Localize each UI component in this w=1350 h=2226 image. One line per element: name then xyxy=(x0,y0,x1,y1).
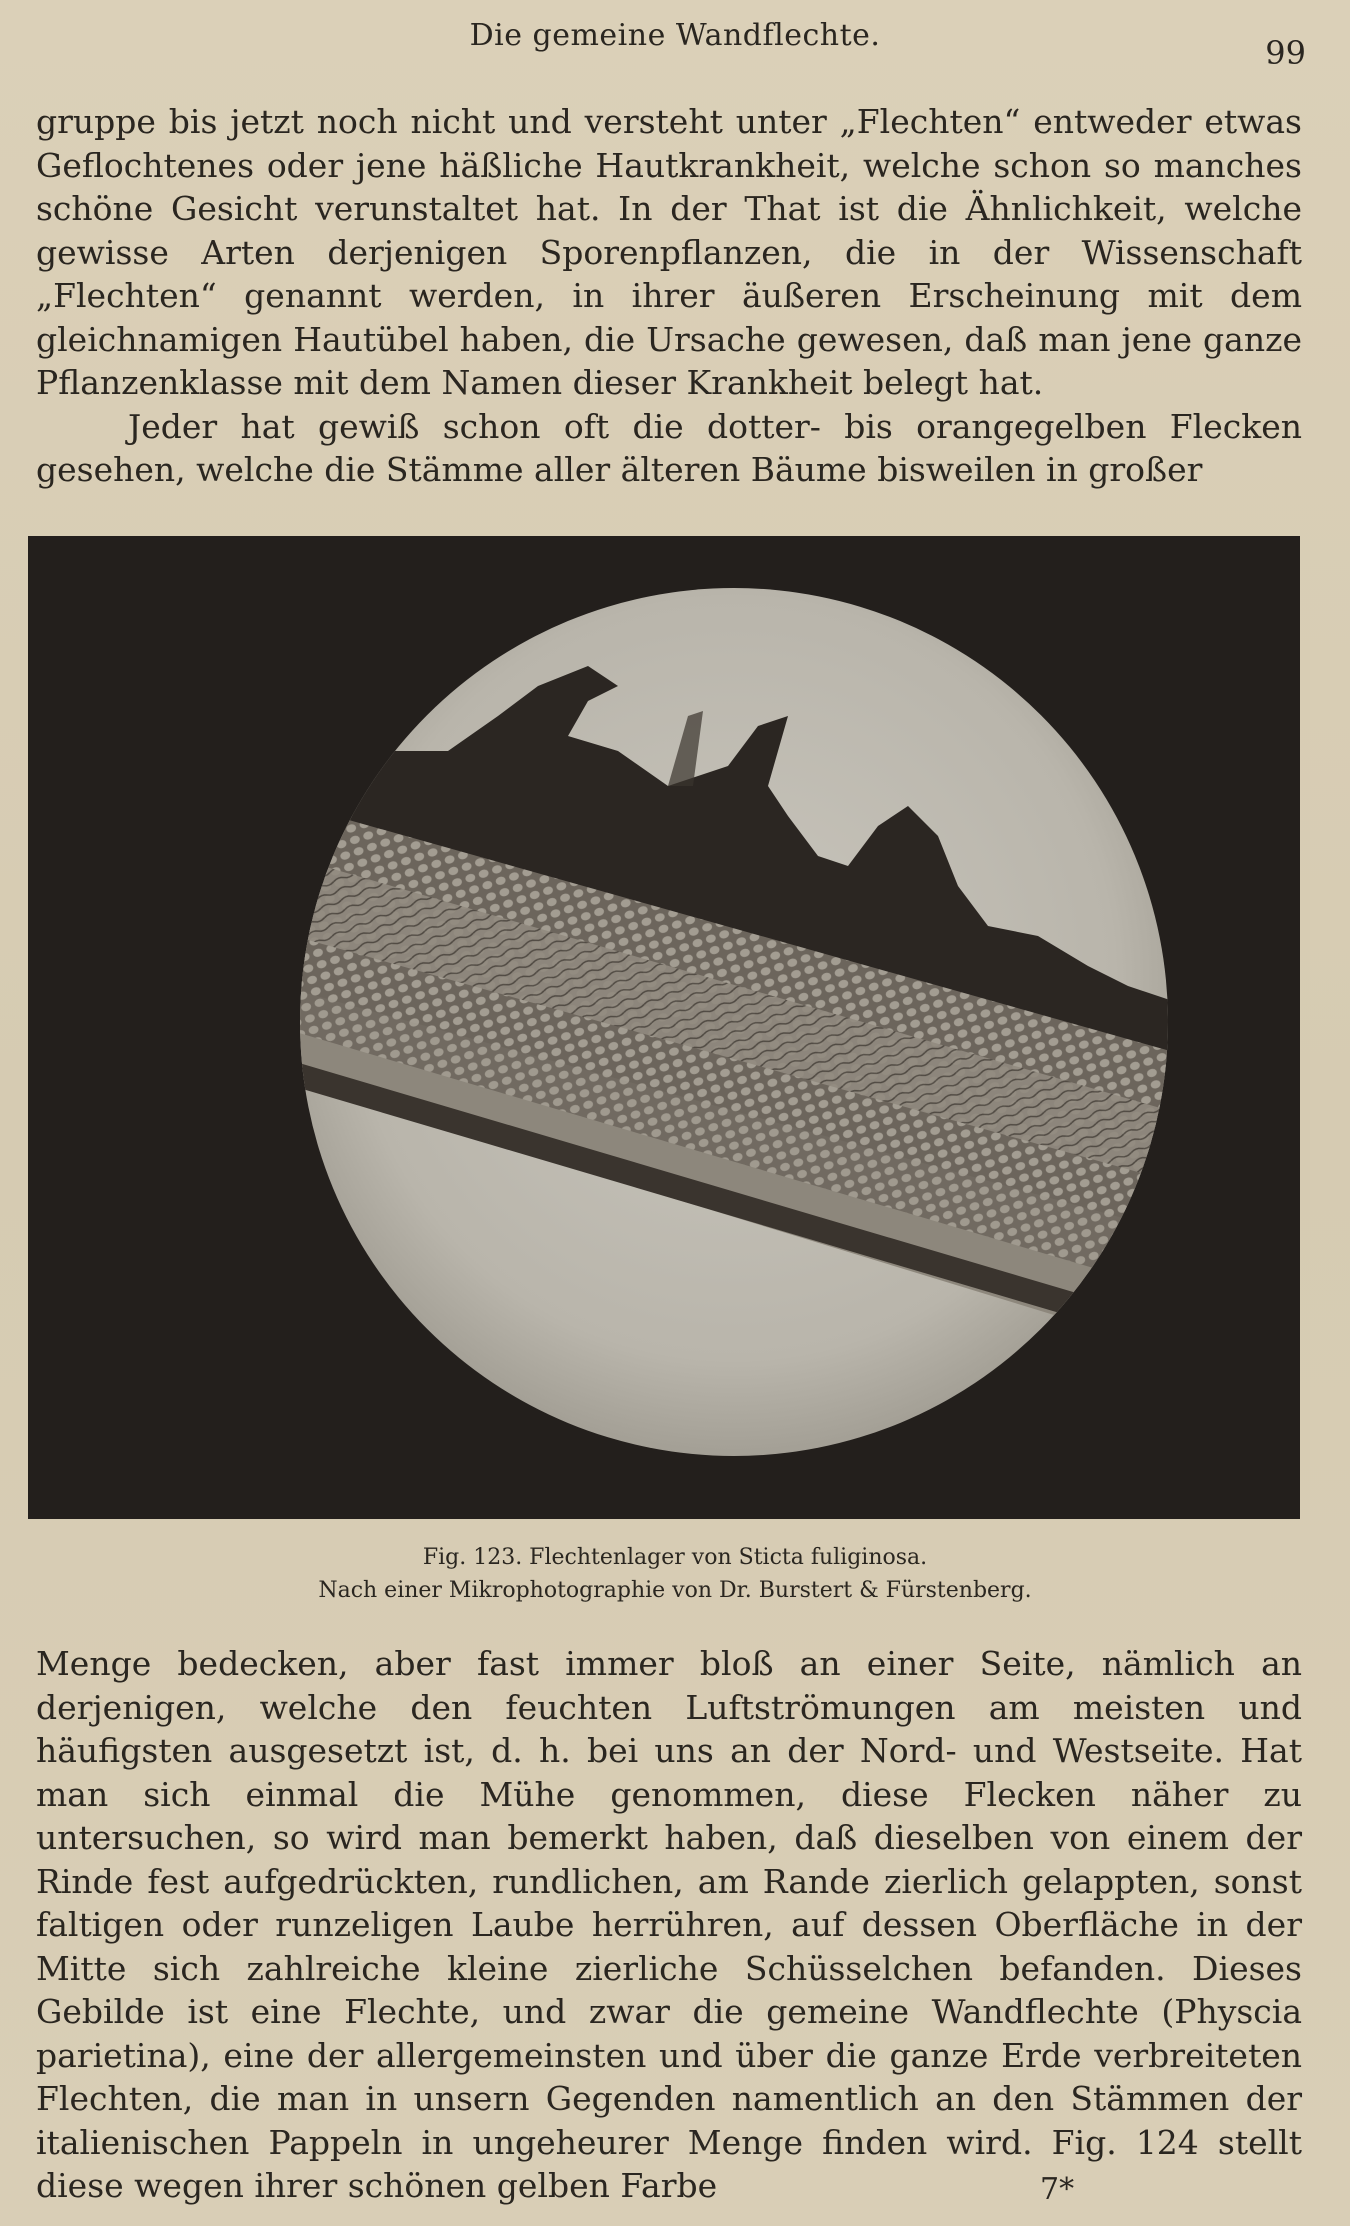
figure-caption-credit: Nach einer Mikrophotographie von Dr. Burstert & Fürstenberg. xyxy=(318,1578,1032,1603)
micrograph-image xyxy=(28,536,1300,1519)
signature-mark: 7* xyxy=(1040,2172,1075,2207)
paragraph: Jeder hat gewiß schon oft die dotter- bis orangegelben Flecken gesehen, welche die Stämme aller älteren Bäume bisweilen in großer xyxy=(36,406,1302,489)
micrograph-figure xyxy=(28,536,1300,1519)
paragraph: gruppe bis jetzt noch nicht und versteht unter „Flechten“ entweder etwas Geflochtenes oder jene häßliche Hautkrankheit, welche schon so manches schöne Gesicht verunstaltet hat. In der That ist die Ähnlichkeit, welche gewisse Arten derjenigen Sporenpflanzen, die in der Wissenschaft „Flechten“ genannt werden, in ihrer äußeren Erscheinung mit dem gleichnamigen Hautübel haben, die Ursache gewesen, daß man jene ganze Pflanzenklasse mit dem Namen dieser Krankheit belegt hat. xyxy=(36,102,1302,402)
body-text-top xyxy=(36,100,1302,492)
figure-caption-title: Fig. 123. Flechtenlager von Sticta fuliginosa. xyxy=(422,1545,928,1570)
running-title: Die gemeine Wandflechte. xyxy=(469,18,881,53)
page-number: 99 xyxy=(1265,34,1306,72)
paragraph: Menge bedecken, aber fast immer bloß an einer Seite, nämlich an derjenigen, welche den feuchten Luftströmungen am meisten und häufigsten ausgesetzt ist, d. h. bei uns an der Nord- und Westseite. Hat man sich einmal die Mühe genommen, diese Flecken näher zu untersuchen, so wird man bemerkt haben, daß dieselben von einem der Rinde fest aufgedrückten, rundlichen, am Rande zierlich gelappten, sonst faltigen oder runzeligen Laube herrühren, auf dessen Oberfläche in der Mitte sich zahlreiche kleine zierliche Schüsselchen befanden. Dieses Gebilde ist eine Flechte, und zwar die gemeine Wandflechte (Physcia parietina), eine der allergemeinsten und über die ganze Erde verbreiteten Flechten, die man in unsern Gegenden namentlich an den Stämmen der italienischen Pappeln in ungeheurer Menge finden wird. Fig. 124 stellt diese wegen ihrer schönen gelben Farbe xyxy=(36,1644,1302,2205)
body-text-bottom xyxy=(36,1642,1302,2208)
